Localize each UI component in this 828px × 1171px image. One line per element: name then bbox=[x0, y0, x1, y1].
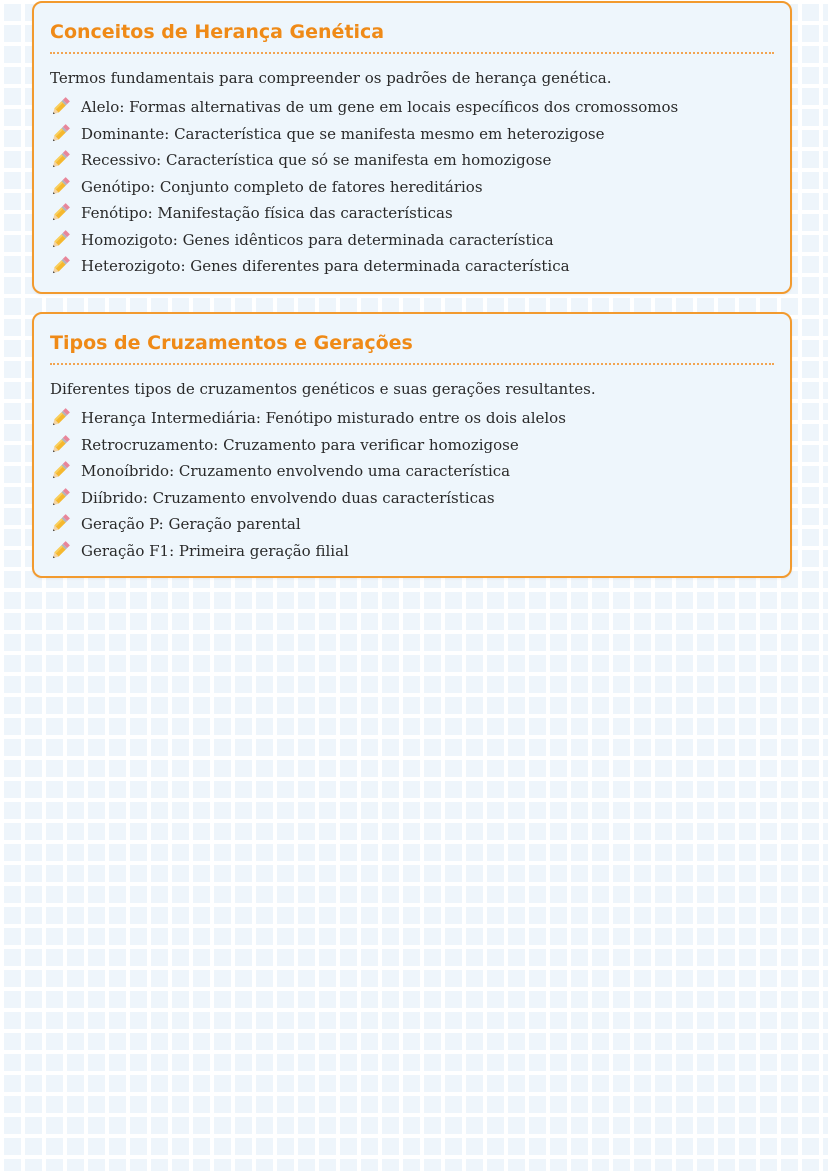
term-list bbox=[50, 405, 774, 564]
section-intro: Termos fundamentais para compreender os padrões de herança genética. bbox=[50, 69, 612, 87]
term-item bbox=[50, 511, 774, 538]
term-text: Herança Intermediária: Fenótipo misturado entre os dois alelos bbox=[81, 409, 566, 428]
section-card-crossing-types bbox=[32, 312, 792, 578]
pencil-icon bbox=[50, 461, 70, 481]
term-item bbox=[50, 147, 774, 174]
term-item bbox=[50, 485, 774, 512]
term-item bbox=[50, 94, 774, 121]
term-text: Genótipo: Conjunto completo de fatores hereditários bbox=[81, 177, 483, 196]
term-text: Geração P: Geração parental bbox=[81, 515, 301, 534]
pencil-icon bbox=[50, 435, 70, 455]
term-item bbox=[50, 432, 774, 459]
pencil-icon bbox=[50, 150, 70, 170]
pencil-icon bbox=[50, 97, 70, 117]
section-intro: Diferentes tipos de cruzamentos genéticos e suas gerações resultantes. bbox=[50, 380, 596, 398]
term-text: Diíbrido: Cruzamento envolvendo duas características bbox=[81, 488, 495, 507]
pencil-icon bbox=[50, 256, 70, 276]
term-text: Fenótipo: Manifestação física das características bbox=[81, 204, 453, 223]
pencil-icon bbox=[50, 541, 70, 561]
term-item bbox=[50, 253, 774, 280]
pencil-icon bbox=[50, 514, 70, 534]
term-text: Heterozigoto: Genes diferentes para determinada característica bbox=[81, 257, 570, 276]
term-text: Dominante: Característica que se manifesta mesmo em heterozigose bbox=[81, 124, 605, 143]
section-card-heredity-concepts bbox=[32, 1, 792, 294]
term-item bbox=[50, 174, 774, 201]
term-text: Alelo: Formas alternativas de um gene em locais específicos dos cromossomos bbox=[81, 98, 679, 117]
term-item bbox=[50, 538, 774, 565]
term-item bbox=[50, 227, 774, 254]
term-item bbox=[50, 121, 774, 148]
pencil-icon bbox=[50, 124, 70, 144]
pencil-icon bbox=[50, 203, 70, 223]
pencil-icon bbox=[50, 408, 70, 428]
pencil-icon bbox=[50, 177, 70, 197]
term-item bbox=[50, 200, 774, 227]
term-item bbox=[50, 458, 774, 485]
section-title: Tipos de Cruzamentos e Gerações bbox=[50, 330, 774, 365]
pencil-icon bbox=[50, 230, 70, 250]
section-title: Conceitos de Herança Genética bbox=[50, 19, 774, 54]
term-list bbox=[50, 94, 774, 280]
term-text: Homozigoto: Genes idênticos para determinada característica bbox=[81, 230, 554, 249]
term-item bbox=[50, 405, 774, 432]
term-text: Retrocruzamento: Cruzamento para verificar homozigose bbox=[81, 435, 519, 454]
term-text: Geração F1: Primeira geração filial bbox=[81, 541, 349, 560]
term-text: Recessivo: Característica que só se manifesta em homozigose bbox=[81, 151, 552, 170]
term-text: Monoíbrido: Cruzamento envolvendo uma característica bbox=[81, 462, 511, 481]
pencil-icon bbox=[50, 488, 70, 508]
